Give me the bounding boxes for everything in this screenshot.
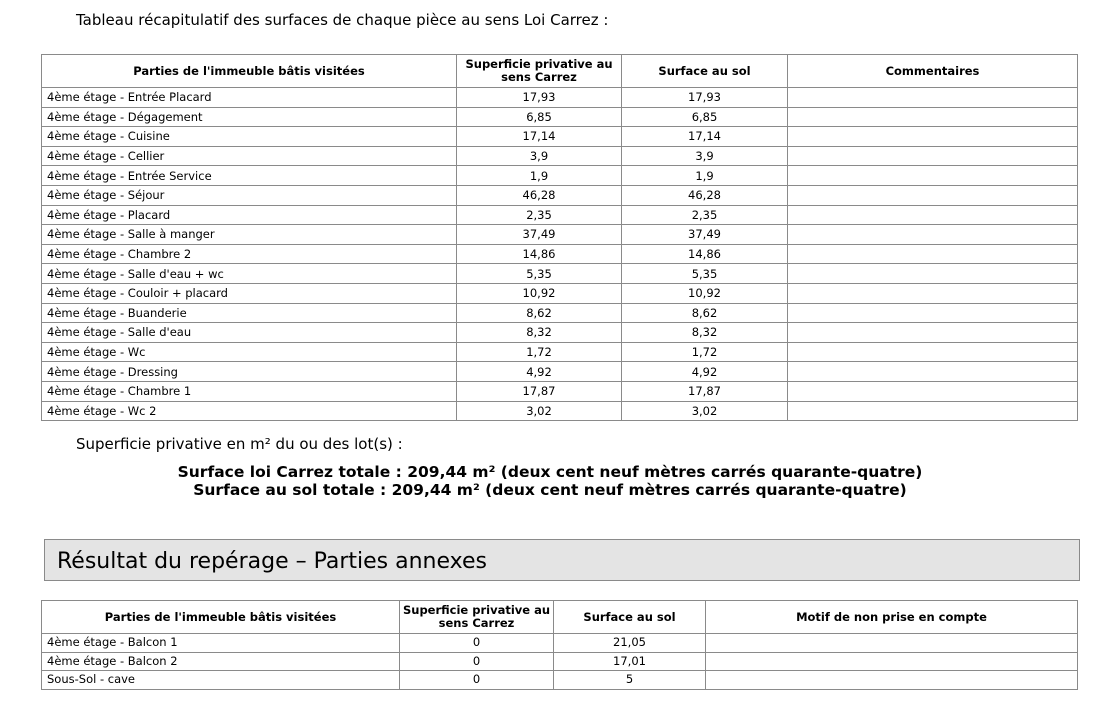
cell-room: 4ème étage - Cuisine xyxy=(42,127,457,147)
cell-sol: 6,85 xyxy=(622,107,788,127)
cell-carrez: 17,14 xyxy=(457,127,622,147)
cell-room: 4ème étage - Couloir + placard xyxy=(42,283,457,303)
cell-carrez: 8,62 xyxy=(457,303,622,323)
cell-room: 4ème étage - Salle d'eau + wc xyxy=(42,264,457,284)
table-row xyxy=(42,671,1078,690)
cell-comment xyxy=(788,323,1078,343)
cell-room: 4ème étage - Chambre 2 xyxy=(42,244,457,264)
annexes-table xyxy=(41,600,1078,690)
cell-carrez: 3,02 xyxy=(457,401,622,421)
cell-carrez: 5,35 xyxy=(457,264,622,284)
intro-text: Tableau récapitulatif des surfaces de chaque pièce au sens Loi Carrez : xyxy=(76,11,609,29)
table-row xyxy=(42,146,1078,166)
cell-comment xyxy=(706,634,1078,653)
cell-comment xyxy=(706,671,1078,690)
cell-carrez: 46,28 xyxy=(457,185,622,205)
cell-carrez: 1,72 xyxy=(457,342,622,362)
cell-sol: 8,32 xyxy=(622,323,788,343)
cell-sol: 2,35 xyxy=(622,205,788,225)
cell-room: 4ème étage - Dégagement xyxy=(42,107,457,127)
header-surface-sol: Surface au sol xyxy=(554,601,706,634)
cell-room: 4ème étage - Buanderie xyxy=(42,303,457,323)
cell-sol: 37,49 xyxy=(622,225,788,245)
cell-sol: 3,02 xyxy=(622,401,788,421)
table-header-row xyxy=(42,55,1078,88)
cell-comment xyxy=(788,381,1078,401)
table-row xyxy=(42,362,1078,382)
total-carrez: Surface loi Carrez totale : 209,44 m² (deux cent neuf mètres carrés quarante-quatre) xyxy=(177,463,923,481)
cell-room: Sous-Sol - cave xyxy=(42,671,400,690)
cell-room: 4ème étage - Entrée Placard xyxy=(42,88,457,108)
header-commentaires: Commentaires xyxy=(788,55,1078,88)
table-row xyxy=(42,205,1078,225)
cell-room: 4ème étage - Cellier xyxy=(42,146,457,166)
cell-sol: 17,14 xyxy=(622,127,788,147)
table-header-row xyxy=(42,601,1078,634)
cell-comment xyxy=(788,283,1078,303)
cell-sol: 1,9 xyxy=(622,166,788,186)
cell-carrez: 10,92 xyxy=(457,283,622,303)
table-row xyxy=(42,127,1078,147)
cell-room: 4ème étage - Balcon 2 xyxy=(42,652,400,671)
lots-label: Superficie privative en m² du ou des lot(s) : xyxy=(76,435,403,453)
cell-carrez: 17,87 xyxy=(457,381,622,401)
header-motif: Motif de non prise en compte xyxy=(706,601,1078,634)
cell-comment xyxy=(788,166,1078,186)
section-title: Résultat du repérage – Parties annexes xyxy=(44,539,1080,581)
cell-comment xyxy=(788,185,1078,205)
table-row xyxy=(42,107,1078,127)
cell-room: 4ème étage - Dressing xyxy=(42,362,457,382)
cell-comment xyxy=(706,652,1078,671)
table-row xyxy=(42,303,1078,323)
cell-comment xyxy=(788,146,1078,166)
cell-room: 4ème étage - Entrée Service xyxy=(42,166,457,186)
cell-comment xyxy=(788,127,1078,147)
cell-room: 4ème étage - Wc xyxy=(42,342,457,362)
cell-carrez: 8,32 xyxy=(457,323,622,343)
cell-room: 4ème étage - Balcon 1 xyxy=(42,634,400,653)
cell-carrez: 6,85 xyxy=(457,107,622,127)
cell-comment xyxy=(788,107,1078,127)
cell-comment xyxy=(788,342,1078,362)
cell-sol: 5,35 xyxy=(622,264,788,284)
table-row xyxy=(42,185,1078,205)
table-row xyxy=(42,88,1078,108)
header-superficie-carrez: Superficie privative au sens Carrez xyxy=(400,601,554,634)
header-surface-sol: Surface au sol xyxy=(622,55,788,88)
cell-sol: 17,87 xyxy=(622,381,788,401)
cell-room: 4ème étage - Salle à manger xyxy=(42,225,457,245)
totals-block xyxy=(0,463,1100,499)
table-row xyxy=(42,166,1078,186)
cell-sol: 1,72 xyxy=(622,342,788,362)
cell-room: 4ème étage - Séjour xyxy=(42,185,457,205)
header-parties: Parties de l'immeuble bâtis visitées xyxy=(42,601,400,634)
table-row xyxy=(42,342,1078,362)
cell-carrez: 14,86 xyxy=(457,244,622,264)
carrez-table xyxy=(41,54,1078,421)
cell-comment xyxy=(788,225,1078,245)
cell-sol: 10,92 xyxy=(622,283,788,303)
cell-comment xyxy=(788,88,1078,108)
table-row xyxy=(42,264,1078,284)
cell-room: 4ème étage - Placard xyxy=(42,205,457,225)
table-row xyxy=(42,323,1078,343)
cell-carrez: 1,9 xyxy=(457,166,622,186)
total-sol: Surface au sol totale : 209,44 m² (deux cent neuf mètres carrés quarante-quatre) xyxy=(193,481,907,499)
cell-comment xyxy=(788,264,1078,284)
cell-sol: 3,9 xyxy=(622,146,788,166)
cell-sol: 8,62 xyxy=(622,303,788,323)
cell-comment xyxy=(788,244,1078,264)
cell-sol: 21,05 xyxy=(554,634,706,653)
cell-room: 4ème étage - Wc 2 xyxy=(42,401,457,421)
cell-carrez: 0 xyxy=(400,671,554,690)
table-row xyxy=(42,244,1078,264)
cell-sol: 17,01 xyxy=(554,652,706,671)
cell-carrez: 17,93 xyxy=(457,88,622,108)
cell-room: 4ème étage - Chambre 1 xyxy=(42,381,457,401)
cell-carrez: 4,92 xyxy=(457,362,622,382)
cell-comment xyxy=(788,205,1078,225)
table-row xyxy=(42,225,1078,245)
cell-comment xyxy=(788,401,1078,421)
header-superficie-carrez: Superficie privative au sens Carrez xyxy=(457,55,622,88)
header-parties: Parties de l'immeuble bâtis visitées xyxy=(42,55,457,88)
cell-sol: 14,86 xyxy=(622,244,788,264)
carrez-table-body xyxy=(42,88,1078,421)
cell-sol: 17,93 xyxy=(622,88,788,108)
cell-comment xyxy=(788,303,1078,323)
cell-carrez: 0 xyxy=(400,652,554,671)
cell-carrez: 2,35 xyxy=(457,205,622,225)
annexes-table-body xyxy=(42,634,1078,690)
table-row xyxy=(42,652,1078,671)
table-row xyxy=(42,634,1078,653)
table-row xyxy=(42,381,1078,401)
cell-room: 4ème étage - Salle d'eau xyxy=(42,323,457,343)
cell-comment xyxy=(788,362,1078,382)
cell-sol: 5 xyxy=(554,671,706,690)
cell-carrez: 0 xyxy=(400,634,554,653)
cell-sol: 46,28 xyxy=(622,185,788,205)
cell-sol: 4,92 xyxy=(622,362,788,382)
cell-carrez: 3,9 xyxy=(457,146,622,166)
cell-carrez: 37,49 xyxy=(457,225,622,245)
table-row xyxy=(42,283,1078,303)
table-row xyxy=(42,401,1078,421)
